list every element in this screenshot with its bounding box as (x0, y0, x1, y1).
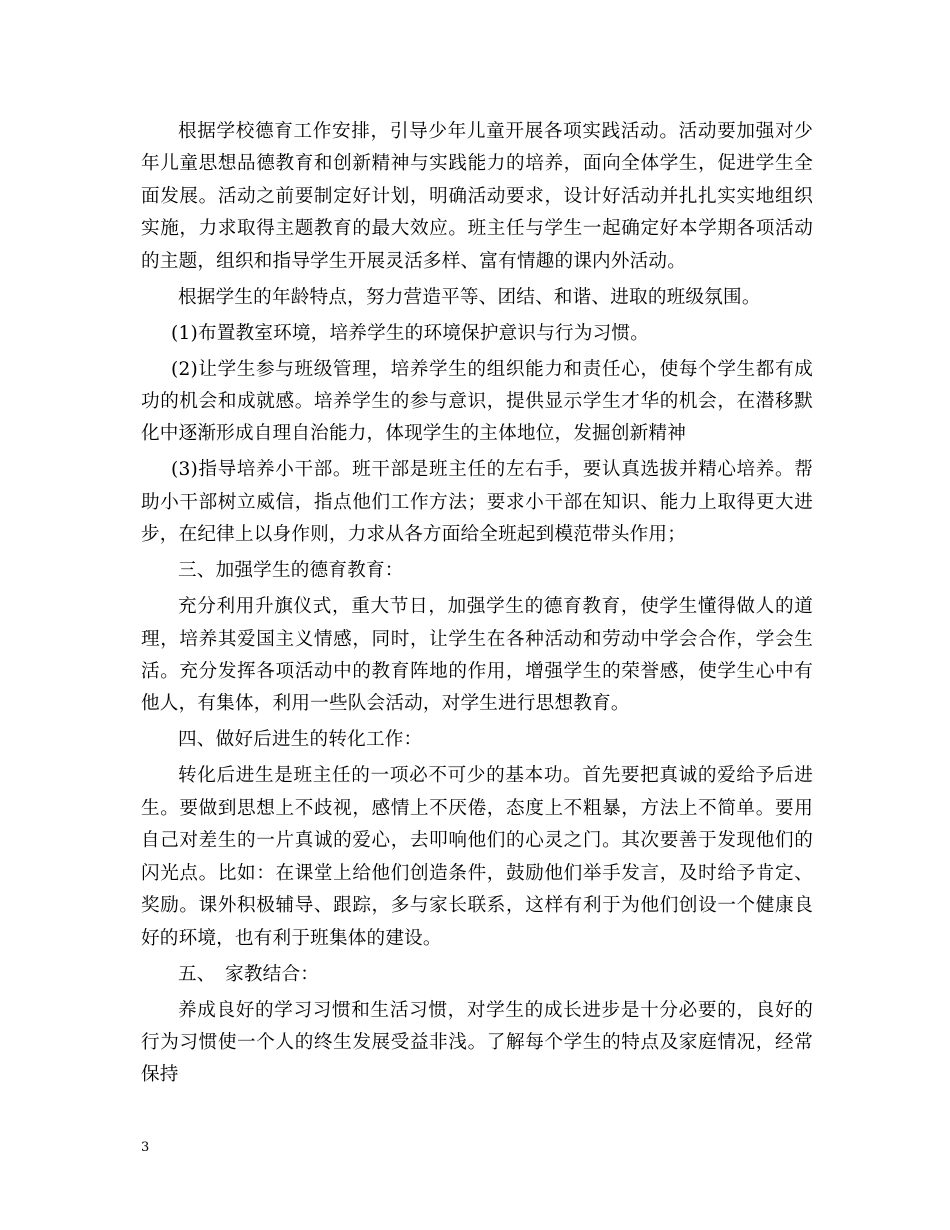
section-heading-3: 三、加强学生的德育教育： (178, 560, 404, 582)
section-heading-4: 四、做好后进生的转化工作： (178, 729, 423, 751)
section-heading-5: 五、 家教结合： (178, 963, 320, 985)
paragraph-home-school: 养成良好的学习习惯和生活习惯，对学生的成长进步是十分必要的，良好的行为习惯使一个人的终生发展受益非浅。了解每个学生的特点及家庭情况，经常保持 (141, 999, 813, 1086)
paragraph-activities: 根据学校德育工作安排，引导少年儿童开展各项实践活动。活动要加强对少年儿童思想品德教育和创新精神与实践能力的培养，面向全体学生，促进学生全面发展。活动之前要制定好计划，明确活动要求，设计好活动并扎扎实实地组织实施，力求取得主题教育的最大效应。班主任与学生一起确定好本学期各项活动的主题，组织和指导学生开展灵活多样、富有情趣的课内外活动。 (141, 121, 813, 272)
paragraph-item-1: (1)布置教室环境，培养学生的环境保护意识与行为习惯。 (171, 322, 649, 344)
paragraph-item-3: (3)指导培养小干部。班干部是班主任的左右手，要认真选拔并精心培养。帮助小干部树立威信，指点他们工作方法；要求小干部在知识、能力上取得更大进步，在纪律上以身作则，力求从各方面给全班起到模范带头作用； (141, 459, 813, 546)
paragraph-item-2: (2)让学生参与班级管理，培养学生的组织能力和责任心，使每个学生都有成功的机会和成就感。培养学生的参与意识，提供显示学生才华的机会，在潜移默化中逐渐形成自理自治能力，体现学生的主体地位，发掘创新精神 (141, 358, 813, 445)
paragraph-class-atmosphere: 根据学生的年龄特点，努力营造平等、团结、和谐、进取的班级氛围。 (178, 286, 761, 308)
page-number: 3 (141, 1140, 150, 1155)
paragraph-moral-education: 充分利用升旗仪式，重大节日，加强学生的德育教育，使学生懂得做人的道理，培养其爱国主义情感，同时，让学生在各种活动和劳动中学会合作，学会生活。充分发挥各项活动中的教育阵地的作用，增强学生的荣誉感，使学生心中有他人，有集体，利用一些队会活动，对学生进行思想教育。 (141, 596, 813, 715)
paragraph-struggling-students: 转化后进生是班主任的一项必不可少的基本功。首先要把真诚的爱给予后进生。要做到思想上不歧视，感情上不厌倦，态度上不粗暴，方法上不简单。要用自己对差生的一片真诚的爱心，去叩响他们的心灵之门。其次要善于发现他们的闪光点。比如：在课堂上给他们创造条件，鼓励他们举手发言，及时给予肯定、奖励。课外积极辅导、跟踪，多与家长联系，这样有利于为他们创设一个健康良好的环境，也有利于班集体的建设。 (141, 765, 813, 949)
document-body (141, 116, 813, 1095)
